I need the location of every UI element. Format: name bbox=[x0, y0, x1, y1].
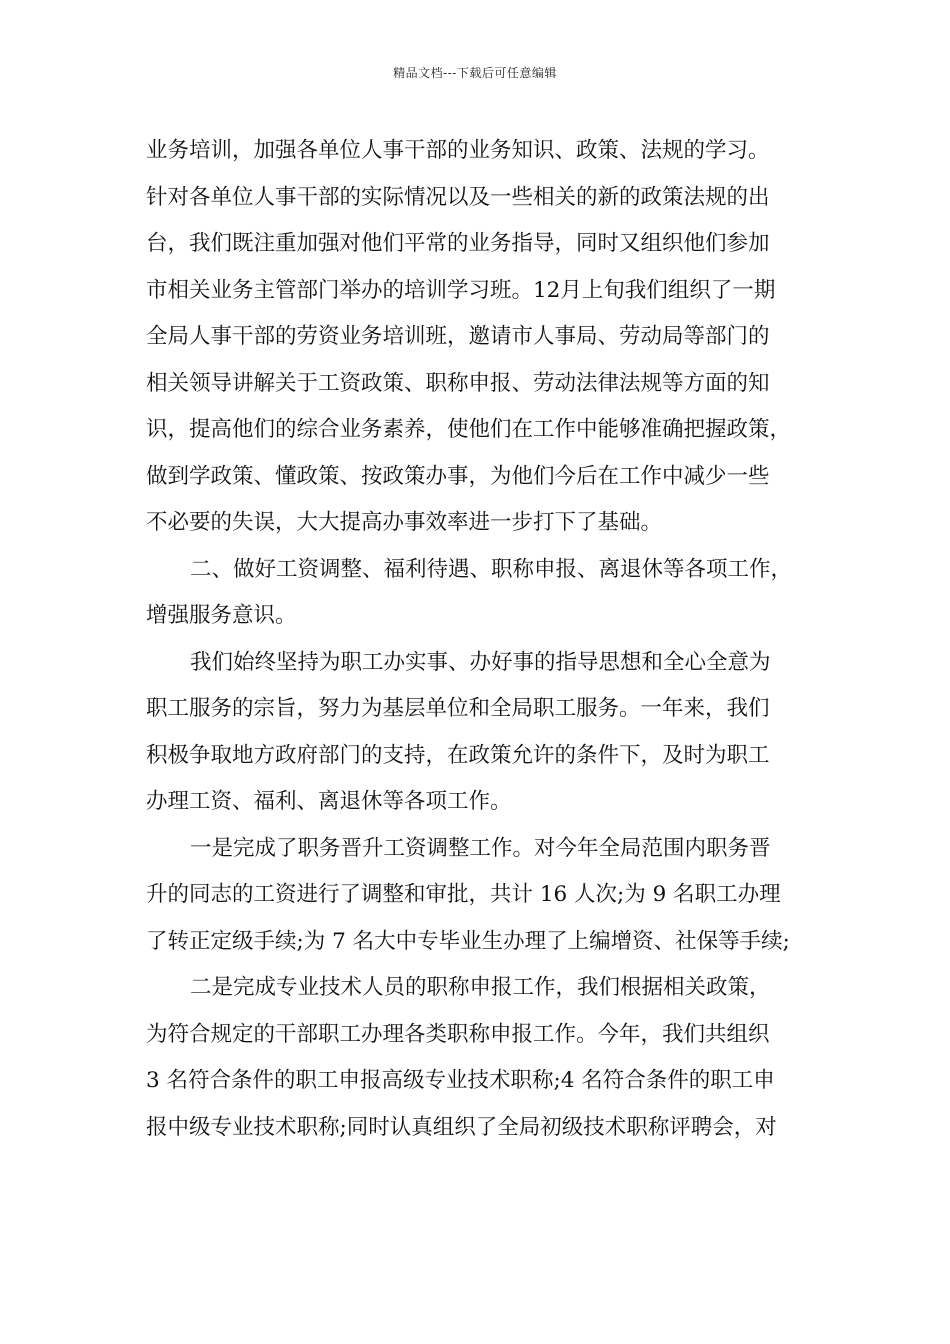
text-line: 台，我们既注重加强对他们平常的业务指导，同时又组织他们参加 bbox=[146, 231, 770, 256]
text-line: 业务培训，加强各单位人事干部的业务知识、政策、法规的学习。 bbox=[146, 138, 770, 163]
text-line: 二是完成专业技术人员的职称申报工作，我们根据相关政策， bbox=[190, 975, 771, 1000]
text-line: 办理工资、福利、离退休等各项工作。 bbox=[146, 789, 512, 814]
text-line: 为符合规定的干部职工办理各类职称申报工作。今年，我们共组织 bbox=[146, 1021, 770, 1047]
text-line: 做到学政策、懂政策、按政策办事，为他们今后在工作中减少一些 bbox=[146, 463, 770, 489]
document-body bbox=[146, 128, 818, 1151]
page-header: 精品文档---下载后可任意编辑 bbox=[393, 66, 557, 80]
text-line: 识，提高他们的综合业务素养，使他们在工作中能够准确把握政策， bbox=[146, 417, 792, 442]
text-line: 我们始终坚持为职工办实事、办好事的指导思想和全心全意为 bbox=[190, 649, 771, 675]
text-line: 积极争取地方政府部门的支持，在政策允许的条件下，及时为职工 bbox=[146, 742, 770, 768]
text-line: 全局人事干部的劳资业务培训班，邀请市人事局、劳动局等部门的 bbox=[146, 324, 770, 349]
text-line: 相关领导讲解关于工资政策、职称申报、劳动法律法规等方面的知 bbox=[146, 370, 770, 396]
text-line: 一是完成了职务晋升工资调整工作。对今年全局范围内职务晋 bbox=[190, 835, 771, 861]
text-line: 了转正定级手续;为 7 名大中专毕业生办理了上编增资、社保等手续; bbox=[146, 928, 790, 954]
text-line: 市相关业务主管部门举办的培训学习班。12月上旬我们组织了一期 bbox=[146, 277, 776, 303]
text-line: 针对各单位人事干部的实际情况以及一些相关的新的政策法规的出 bbox=[146, 184, 770, 210]
text-line: 3 名符合条件的职工申报高级专业技术职称;4 名符合条件的职工申 bbox=[146, 1068, 775, 1093]
text-line: 升的同志的工资进行了调整和审批，共计 16 人次;为 9 名职工办理 bbox=[146, 882, 781, 907]
section-heading-line: 二、做好工资调整、福利待遇、职称申报、离退休等各项工作， bbox=[190, 556, 793, 582]
section-heading-line: 增强服务意识。 bbox=[146, 603, 297, 628]
text-line: 不必要的失误，大大提高办事效率进一步打下了基础。 bbox=[146, 510, 663, 535]
text-line: 职工服务的宗旨，努力为基层单位和全局职工服务。一年来，我们 bbox=[146, 696, 770, 721]
text-line: 报中级专业技术职称;同时认真组织了全局初级技术职称评聘会，对 bbox=[146, 1114, 777, 1140]
